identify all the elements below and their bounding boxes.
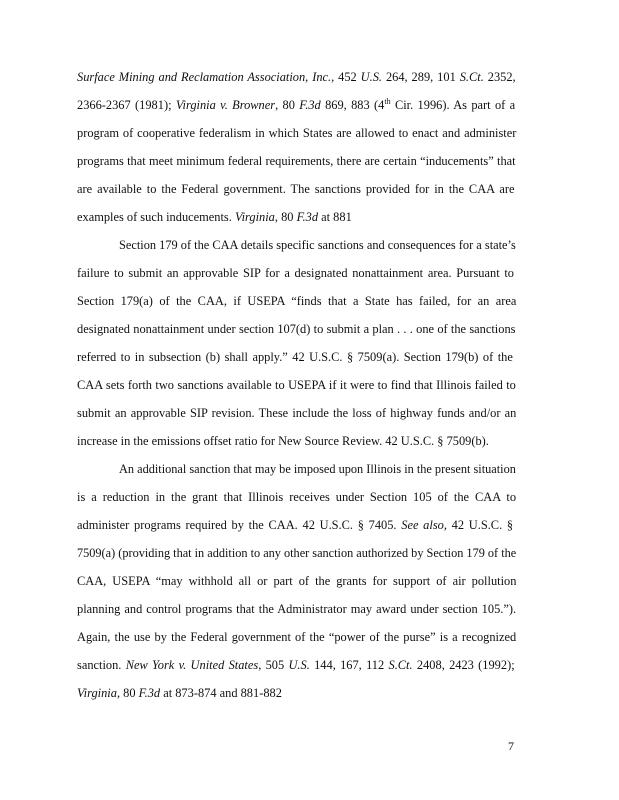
text-run: submit an approvable SIP revision. These include the loss of highway funds and/or an	[77, 406, 517, 420]
text-line	[119, 237, 516, 253]
text-line	[77, 405, 516, 421]
text-line	[77, 181, 514, 197]
text-run: , 505	[258, 658, 289, 672]
text-run: CAA sets forth two sanctions available to USEPA if it were to find that Illinois failed to	[77, 378, 516, 392]
citation-italic: U.S.	[288, 658, 310, 672]
text-line	[77, 657, 515, 673]
text-run: sanction.	[77, 658, 126, 672]
text-line	[77, 265, 514, 281]
text-run: at 881	[318, 210, 352, 224]
text-run: increase in the emissions offset ratio for New Source Review. 42 U.S.C. § 7509(b).	[77, 434, 489, 448]
text-line	[77, 545, 516, 561]
text-line	[77, 349, 513, 365]
text-run: Again, the use by the Federal government of the “power of the purse” is a recognized	[77, 630, 517, 644]
citation-italic: Virginia	[234, 210, 275, 224]
text-run: programs that meet minimum federal requirements, there are certain “inducements” that	[77, 154, 516, 168]
text-line	[77, 573, 516, 589]
text-line	[77, 489, 516, 505]
text-run: examples of such inducements.	[77, 210, 235, 224]
text-run: 2408, 2423 (1992);	[412, 658, 515, 672]
text-run: th	[384, 96, 391, 106]
text-run: , 42 U.S.C. §	[443, 518, 514, 532]
citation-italic: F.3d	[296, 210, 319, 224]
text-line	[77, 153, 516, 169]
citation-italic: Surface Mining and Reclamation Association, Inc.	[77, 70, 332, 84]
text-line	[77, 517, 513, 533]
text-line	[77, 97, 515, 113]
citation-italic: F.3d	[138, 686, 161, 700]
text-run: , 80	[274, 210, 297, 224]
text-run: , 80	[116, 686, 139, 700]
text-run: 7509(a) (providing that in addition to any other sanction authorized by Section 179 of the	[77, 546, 517, 560]
text-run: 144, 167, 112	[309, 658, 389, 672]
citation-italic: Virginia v. Browner	[175, 98, 276, 112]
text-run: , 452	[331, 70, 361, 84]
text-run: administer programs required by the CAA. 42 U.S.C. § 7405.	[77, 518, 402, 532]
text-run: Cir. 1996). As part of a	[390, 98, 516, 112]
text-line	[77, 293, 516, 309]
text-run: referred to in subsection (b) shall apply.” 42 U.S.C. § 7509(a). Section 179(b) of the	[77, 350, 513, 364]
text-line	[119, 461, 516, 477]
text-run: at 873-874 and 881-882	[160, 686, 282, 700]
citation-italic: Virginia	[77, 686, 117, 700]
text-run: program of cooperative federalism in which States are allowed to enact and administer	[77, 126, 517, 140]
text-line	[77, 433, 489, 449]
text-run: Section 179(a) of the CAA, if USEPA “finds that a State has failed, for an area	[77, 294, 517, 308]
text-run: 2352,	[483, 70, 516, 84]
text-line	[77, 69, 516, 85]
text-run: Section 179 of the CAA details specific sanctions and consequences for a state’s	[119, 238, 516, 252]
text-run: , 80	[275, 98, 300, 112]
text-line	[77, 629, 516, 645]
text-run: designated nonattainment under section 107(d) to submit a plan . . . one of the sanctions	[77, 322, 516, 336]
citation-italic: See also	[401, 518, 444, 532]
text-run: 264, 289, 101	[382, 70, 460, 84]
text-line	[77, 125, 516, 141]
page-number: 7	[508, 739, 514, 753]
text-run: is a reduction in the grant that Illinois receives under Section 105 of the CAA to	[77, 490, 517, 504]
citation-italic: U.S.	[360, 70, 383, 84]
text-line	[77, 601, 516, 617]
text-run: 2366-2367 (1981);	[77, 98, 176, 112]
text-run: CAA, USEPA “may withhold all or part of the grants for support of air pollution	[77, 574, 517, 588]
text-line	[77, 685, 282, 701]
text-run: 869, 883 (4	[320, 98, 385, 112]
citation-italic: F.3d	[299, 98, 321, 112]
text-run: planning and control programs that the Administrator may award under section 105.”).	[77, 602, 517, 616]
text-line	[77, 377, 516, 393]
citation-italic: S.Ct.	[388, 658, 413, 672]
text-line	[77, 321, 515, 337]
text-run: An additional sanction that may be imposed upon Illinois in the present situation	[119, 462, 516, 476]
text-run: are available to the Federal government. The sanctions provided for in the CAA are	[77, 182, 515, 196]
citation-italic: New York v. United States	[125, 658, 259, 672]
text-line	[77, 209, 352, 225]
text-run: failure to submit an approvable SIP for a designated nonattainment area. Pursuant to	[77, 266, 514, 280]
citation-italic: S.Ct.	[459, 70, 484, 84]
